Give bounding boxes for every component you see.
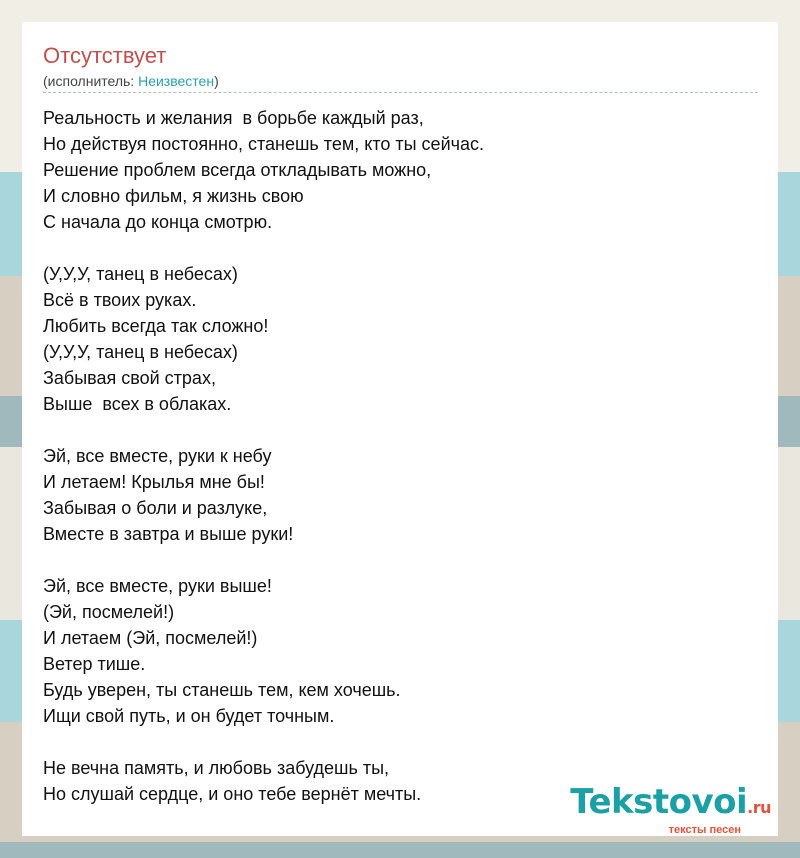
artist-line — [43, 72, 758, 90]
lyric-line: Эй, все вместе, руки к небу — [43, 446, 272, 466]
lyric-line: Забывая свой страх, — [43, 368, 216, 388]
lyric-line — [43, 547, 758, 573]
artist-link[interactable]: Неизвестен — [138, 73, 215, 89]
lyric-line: Будь уверен, ты станешь тем, кем хочешь. — [43, 680, 401, 700]
lyric-line: (У,У,У, танец в небесах) — [43, 342, 238, 362]
lyric-line: Забывая о боли и разлуке, — [43, 498, 268, 518]
lyric-line: Решение проблем всегда откладывать можно, — [43, 160, 432, 180]
lyric-line: И летаем (Эй, посмелей!) — [43, 628, 258, 648]
lyric-line: Не вечна память, и любовь забудешь ты, — [43, 758, 390, 778]
lyrics-card — [22, 22, 778, 836]
artist-prefix: (исполнитель: — [43, 73, 139, 89]
lyric-line — [43, 235, 758, 261]
site-logo[interactable] — [561, 784, 771, 836]
logo-name: Tekstovoi — [570, 782, 748, 822]
lyrics-body — [43, 105, 758, 807]
divider — [43, 92, 758, 93]
lyric-line: Любить всегда так сложно! — [43, 316, 269, 336]
song-title: Отсутствует — [43, 43, 167, 68]
lyric-line: Выше всех в облаках. — [43, 394, 232, 414]
lyric-line: Ветер тише. — [43, 654, 146, 674]
artist-suffix: ) — [214, 73, 219, 89]
lyric-line: Вместе в завтра и выше руки! — [43, 524, 294, 544]
lyric-line: И летаем! Крылья мне бы! — [43, 472, 265, 492]
lyric-line: Эй, все вместе, руки выше! — [43, 576, 272, 596]
lyric-line: (У,У,У, танец в небесах) — [43, 264, 238, 284]
lyric-line — [43, 729, 758, 755]
lyric-line: Но слушай сердце, и оно тебе вернёт мечты. — [43, 784, 422, 804]
lyric-line: (Эй, посмелей!) — [43, 602, 175, 622]
lyric-line: И словно фильм, я жизнь свою — [43, 186, 304, 206]
lyric-line: Реальность и желания в борьбе каждый раз, — [43, 108, 424, 128]
lyric-line: Всё в твоих руках. — [43, 290, 197, 310]
logo-tagline: тексты песен — [668, 824, 741, 836]
logo-tld: .ru — [747, 798, 771, 817]
lyric-line — [43, 417, 758, 443]
lyric-line: С начала до конца смотрю. — [43, 212, 273, 232]
lyric-line: Ищи свой путь, и он будет точным. — [43, 706, 335, 726]
lyric-line: Но действуя постоянно, станешь тем, кто ты сейчас. — [43, 134, 485, 154]
